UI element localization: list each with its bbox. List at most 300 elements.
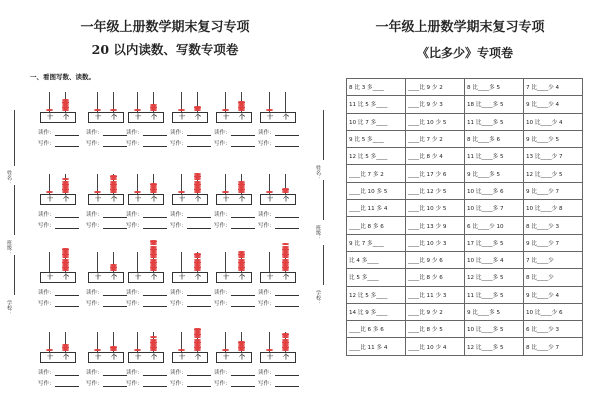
write-answer[interactable]: [38, 221, 79, 229]
tens-rod: [97, 252, 98, 272]
abacus-base: [88, 352, 124, 363]
tens-label: 十: [178, 196, 185, 203]
read-label: 读作：: [86, 290, 103, 296]
answer-blank[interactable]: [231, 212, 255, 218]
abacus-base: [216, 352, 252, 363]
read-answer[interactable]: [170, 128, 211, 136]
write-answer[interactable]: [170, 221, 211, 229]
write-answer[interactable]: [170, 379, 211, 387]
answer-blank[interactable]: [55, 223, 79, 229]
compare-question[interactable]: 11 比____多 5: [465, 286, 524, 303]
compare-question[interactable]: 10 比 7 多____: [347, 113, 406, 130]
answer-blank[interactable]: [231, 370, 255, 376]
write-label: 写作：: [126, 141, 143, 147]
ones-label: 个: [282, 354, 289, 361]
bead: [238, 101, 245, 103]
answer-blank[interactable]: [231, 223, 255, 229]
read-label: 读作：: [170, 370, 187, 376]
bead: [150, 259, 157, 261]
school-line: [323, 245, 324, 285]
write-label: 写作：: [86, 141, 103, 147]
answer-blank[interactable]: [143, 141, 167, 147]
compare-question[interactable]: ____比 10 少 5: [406, 113, 465, 130]
compare-question[interactable]: ____比 10 少 3: [406, 234, 465, 251]
answer-blank[interactable]: [103, 223, 127, 229]
compare-worksheet-table: [346, 78, 583, 356]
bead: [62, 266, 69, 268]
compare-question[interactable]: 比 5 多____: [347, 269, 406, 286]
write-label: 写作：: [214, 223, 231, 229]
answer-blank[interactable]: [187, 370, 211, 376]
name-line: [14, 110, 15, 166]
compare-question[interactable]: 9 比____少 7: [524, 182, 583, 199]
read-answer[interactable]: [170, 210, 211, 218]
compare-question[interactable]: 10 比____多 6: [465, 182, 524, 199]
bead: [194, 346, 201, 348]
answer-blank[interactable]: [143, 223, 167, 229]
answer-blank[interactable]: [55, 301, 79, 307]
compare-question[interactable]: ____比 13 少 9: [406, 217, 465, 234]
read-answer[interactable]: [38, 210, 79, 218]
compare-question[interactable]: ____比 9 少 2: [406, 79, 465, 96]
read-answer[interactable]: [170, 368, 211, 376]
ones-label: 个: [238, 196, 245, 203]
bead: [150, 266, 157, 268]
abacus: [214, 250, 252, 286]
read-answer[interactable]: [126, 210, 167, 218]
ones-label: 个: [194, 354, 201, 361]
write-label: 写作：: [86, 301, 103, 307]
table-row: [347, 338, 583, 355]
tens-rod: [137, 252, 138, 272]
read-answer[interactable]: [38, 128, 79, 136]
abacus: [38, 250, 76, 286]
compare-question[interactable]: 9 比 5 多____: [347, 130, 406, 147]
compare-question[interactable]: 10 比____少 8: [524, 200, 583, 217]
abacus-base: [216, 272, 252, 283]
bead: [194, 339, 201, 341]
write-answer[interactable]: [38, 379, 79, 387]
compare-question[interactable]: ____比 11 多 4: [347, 338, 406, 355]
abacus-base: [88, 194, 124, 205]
compare-question[interactable]: ____比 12 少 5: [406, 182, 465, 199]
write-answer[interactable]: [214, 299, 255, 307]
answer-blank[interactable]: [275, 290, 299, 296]
read-answer[interactable]: [258, 368, 299, 376]
write-answer[interactable]: [170, 139, 211, 147]
answer-blank[interactable]: [275, 212, 299, 218]
table-row: [347, 113, 583, 130]
write-answer[interactable]: [170, 299, 211, 307]
abacus-base: [216, 112, 252, 123]
name-line: [323, 110, 324, 160]
answer-blank[interactable]: [275, 370, 299, 376]
answer-blank[interactable]: [187, 290, 211, 296]
ones-label: 个: [194, 196, 201, 203]
abacus-base: [88, 112, 124, 123]
compare-question[interactable]: 18 比____多 5: [465, 96, 524, 113]
compare-question[interactable]: 9 比____少 4: [524, 96, 583, 113]
compare-question[interactable]: 8 比 3 多____: [347, 79, 406, 96]
abacus: [214, 330, 252, 366]
bead: [150, 183, 157, 185]
right-page-title: 一年级上册数学期末复习专项: [375, 20, 545, 35]
instruction: 一、看图写数、读数。: [30, 73, 95, 81]
compare-question[interactable]: 14 比 9 多____: [347, 303, 406, 320]
bead: [238, 346, 245, 348]
read-answer[interactable]: [126, 128, 167, 136]
abacus-base: [172, 352, 208, 363]
tens-label: 十: [134, 274, 141, 281]
left-side-info: [6, 0, 24, 420]
bead: [238, 253, 245, 255]
compare-question[interactable]: ____比 9 少 3: [406, 96, 465, 113]
compare-question[interactable]: 8 比____多 6: [465, 130, 524, 147]
write-answer[interactable]: [38, 139, 79, 147]
tens-label: 十: [94, 274, 101, 281]
answer-blank[interactable]: [231, 301, 255, 307]
compare-question[interactable]: 6 比____少 10: [465, 217, 524, 234]
compare-question[interactable]: 7 比____少: [524, 251, 583, 268]
answer-blank[interactable]: [103, 141, 127, 147]
compare-question[interactable]: 12 比____多 5: [465, 338, 524, 355]
bead: [282, 188, 289, 190]
bead: [194, 188, 201, 190]
bead: [62, 106, 69, 108]
tens-label: 十: [266, 354, 273, 361]
tens-label: 十: [134, 114, 141, 121]
compare-question[interactable]: 9 比____少 5: [524, 130, 583, 147]
abacus: [170, 172, 208, 208]
bead: [62, 99, 69, 101]
compare-question[interactable]: 11 比 5 多____: [347, 96, 406, 113]
compare-question[interactable]: ____比 6 多 6: [347, 321, 406, 338]
abacus: [258, 172, 296, 208]
write-answer[interactable]: [258, 221, 299, 229]
compare-question[interactable]: 9 比____少 7: [524, 234, 583, 251]
bead: [282, 339, 289, 341]
compare-question[interactable]: 10 比____少 6: [524, 303, 583, 320]
answer-blank[interactable]: [55, 130, 79, 136]
abacus: [170, 90, 208, 126]
answer-blank[interactable]: [143, 381, 167, 387]
read-answer[interactable]: [214, 368, 255, 376]
bead: [194, 259, 201, 261]
abacus: [86, 90, 124, 126]
write-answer[interactable]: [86, 379, 127, 387]
ones-label: 个: [110, 114, 117, 121]
bead: [62, 261, 69, 263]
write-answer[interactable]: [214, 221, 255, 229]
read-label: 读作：: [86, 130, 103, 136]
compare-question[interactable]: ____比 8 少 4: [406, 148, 465, 165]
read-answer[interactable]: [214, 128, 255, 136]
write-label: 写作：: [38, 381, 55, 387]
table-row: [347, 130, 583, 147]
read-answer[interactable]: [214, 210, 255, 218]
write-answer[interactable]: [258, 379, 299, 387]
bead: [62, 181, 69, 183]
compare-question[interactable]: 9 比____多 5: [465, 165, 524, 182]
name-label: 姓名：: [315, 165, 321, 180]
read-answer[interactable]: [258, 288, 299, 296]
tens-label: 十: [94, 196, 101, 203]
abacus-base: [128, 194, 164, 205]
bead: [62, 259, 69, 261]
answer-blank[interactable]: [143, 290, 167, 296]
bead: [110, 188, 117, 190]
read-answer[interactable]: [258, 210, 299, 218]
compare-question[interactable]: 比 4 多____: [347, 251, 406, 268]
compare-question[interactable]: ____比 11 少 3: [406, 286, 465, 303]
bead: [150, 341, 157, 343]
bead: [282, 333, 289, 335]
answer-blank[interactable]: [275, 223, 299, 229]
bead: [238, 259, 245, 261]
read-label: 读作：: [170, 130, 187, 136]
table-row: [347, 96, 583, 113]
abacus: [126, 250, 164, 286]
abacus: [258, 250, 296, 286]
bead: [238, 341, 245, 343]
abacus-base: [128, 112, 164, 123]
compare-question[interactable]: 11 比____多 5: [465, 113, 524, 130]
bead: [194, 333, 201, 335]
class-line: [14, 185, 15, 235]
answer-blank[interactable]: [187, 130, 211, 136]
answer-blank[interactable]: [55, 290, 79, 296]
write-answer[interactable]: [126, 379, 167, 387]
read-label: 读作：: [38, 290, 55, 296]
abacus-base: [260, 352, 296, 363]
read-answer[interactable]: [170, 288, 211, 296]
answer-blank[interactable]: [103, 212, 127, 218]
school-line: [14, 255, 15, 295]
table-row: [347, 321, 583, 338]
write-label: 写作：: [126, 381, 143, 387]
ones-label: 个: [194, 114, 201, 121]
read-answer[interactable]: [86, 128, 127, 136]
write-answer[interactable]: [38, 299, 79, 307]
answer-blank[interactable]: [187, 141, 211, 147]
answer-blank[interactable]: [55, 212, 79, 218]
abacus-base: [172, 112, 208, 123]
answer-blank[interactable]: [187, 212, 211, 218]
answer-blank[interactable]: [187, 223, 211, 229]
bead: [282, 253, 289, 255]
write-answer[interactable]: [258, 299, 299, 307]
read-answer[interactable]: [38, 368, 79, 376]
tens-label: 十: [222, 196, 229, 203]
compare-question[interactable]: 7 比____少 4: [524, 79, 583, 96]
answer-blank[interactable]: [103, 381, 127, 387]
answer-blank[interactable]: [275, 301, 299, 307]
bead: [110, 266, 117, 268]
table-row: [347, 165, 583, 182]
answer-blank[interactable]: [55, 141, 79, 147]
bead: [282, 261, 289, 263]
read-answer[interactable]: [258, 128, 299, 136]
compare-question[interactable]: ____比 8 少 6: [406, 269, 465, 286]
compare-question[interactable]: 9 比____少 4: [524, 286, 583, 303]
class-label: 班级：: [6, 240, 12, 255]
compare-question[interactable]: ____比 9 少 6: [406, 251, 465, 268]
bead: [150, 253, 157, 255]
compare-question[interactable]: ____比 10 少 5: [406, 200, 465, 217]
compare-question[interactable]: ____比 9 少 2: [406, 303, 465, 320]
tens-label: 十: [178, 354, 185, 361]
compare-question[interactable]: 11 比____多 5: [465, 148, 524, 165]
tens-label: 十: [178, 114, 185, 121]
abacus: [126, 330, 164, 366]
compare-question[interactable]: 12 比____多 5: [465, 269, 524, 286]
answer-blank[interactable]: [187, 301, 211, 307]
compare-question[interactable]: 12 比____少 5: [524, 165, 583, 182]
compare-question[interactable]: ____比 10 多 5: [347, 182, 406, 199]
tens-label: 十: [134, 354, 141, 361]
ones-rod: [285, 92, 286, 112]
write-answer[interactable]: [214, 379, 255, 387]
table-row: [347, 200, 583, 217]
write-answer[interactable]: [126, 299, 167, 307]
tens-label: 十: [94, 354, 101, 361]
tens-rod: [225, 252, 226, 272]
answer-blank[interactable]: [103, 290, 127, 296]
abacus: [38, 90, 76, 126]
read-answer[interactable]: [38, 288, 79, 296]
compare-question[interactable]: 10 比____多 5: [465, 321, 524, 338]
compare-question[interactable]: 9 比____多 5: [465, 303, 524, 320]
answer-blank[interactable]: [55, 370, 79, 376]
tens-label: 十: [134, 196, 141, 203]
ones-label: 个: [110, 274, 117, 281]
compare-question[interactable]: 10 比____多 4: [465, 251, 524, 268]
table-row: [347, 234, 583, 251]
compare-question[interactable]: 17 比____多 5: [465, 234, 524, 251]
bead: [150, 248, 157, 250]
read-answer[interactable]: [126, 288, 167, 296]
compare-question[interactable]: ____比 7 少 2: [406, 130, 465, 147]
write-label: 写作：: [258, 381, 275, 387]
bead: [238, 188, 245, 190]
write-answer[interactable]: [258, 139, 299, 147]
compare-question[interactable]: 8 比____少 3: [524, 217, 583, 234]
compare-question[interactable]: 12 比 5 多____: [347, 286, 406, 303]
compare-question[interactable]: 10 比____多 7: [465, 200, 524, 217]
compare-question[interactable]: ____比 10 少 4: [406, 338, 465, 355]
read-answer[interactable]: [86, 210, 127, 218]
write-answer[interactable]: [86, 221, 127, 229]
write-answer[interactable]: [86, 139, 127, 147]
tens-label: 十: [222, 274, 229, 281]
ones-label: 个: [62, 196, 69, 203]
answer-blank[interactable]: [231, 130, 255, 136]
answer-blank[interactable]: [275, 130, 299, 136]
answer-blank[interactable]: [103, 130, 127, 136]
read-answer[interactable]: [86, 368, 127, 376]
compare-question[interactable]: ____比 8 少 5: [406, 321, 465, 338]
bead: [238, 183, 245, 185]
answer-blank[interactable]: [231, 141, 255, 147]
compare-question[interactable]: 6 比____少 3: [524, 321, 583, 338]
read-label: 读作：: [258, 370, 275, 376]
table-row: [347, 217, 583, 234]
abacus: [214, 172, 252, 208]
compare-question[interactable]: ____比 17 少 6: [406, 165, 465, 182]
write-label: 写作：: [170, 381, 187, 387]
answer-blank[interactable]: [275, 381, 299, 387]
ones-label: 个: [62, 354, 69, 361]
compare-question[interactable]: 8 比____少 7: [524, 338, 583, 355]
compare-question[interactable]: 12 比 5 多____: [347, 148, 406, 165]
read-label: 读作：: [214, 290, 231, 296]
abacus-base: [260, 112, 296, 123]
compare-question[interactable]: ____比 7 多 2: [347, 165, 406, 182]
bead: [150, 346, 157, 348]
answer-blank[interactable]: [275, 141, 299, 147]
answer-blank[interactable]: [55, 381, 79, 387]
read-label: 读作：: [126, 130, 143, 136]
read-label: 读作：: [126, 212, 143, 218]
compare-question[interactable]: 8 比____多 5: [465, 79, 524, 96]
compare-question[interactable]: 8 比____少: [524, 269, 583, 286]
answer-blank[interactable]: [103, 370, 127, 376]
write-answer[interactable]: [214, 139, 255, 147]
class-line: [323, 180, 324, 220]
answer-blank[interactable]: [143, 301, 167, 307]
abacus: [86, 330, 124, 366]
abacus-base: [88, 272, 124, 283]
write-label: 写作：: [214, 141, 231, 147]
read-answer[interactable]: [126, 368, 167, 376]
abacus: [214, 90, 252, 126]
answer-blank[interactable]: [143, 130, 167, 136]
answer-blank[interactable]: [103, 301, 127, 307]
write-label: 写作：: [170, 223, 187, 229]
bead: [110, 181, 117, 183]
write-label: 写作：: [38, 301, 55, 307]
answer-blank[interactable]: [231, 381, 255, 387]
compare-question[interactable]: ____比 8 多 6: [347, 217, 406, 234]
write-answer[interactable]: [126, 221, 167, 229]
write-label: 写作：: [258, 141, 275, 147]
answer-blank[interactable]: [143, 370, 167, 376]
read-answer[interactable]: [86, 288, 127, 296]
compare-question[interactable]: 10 比____少 4: [524, 113, 583, 130]
compare-question[interactable]: 9 比 7 多____: [347, 234, 406, 251]
compare-question[interactable]: 13 比____少 7: [524, 148, 583, 165]
answer-blank[interactable]: [187, 381, 211, 387]
bead: [194, 183, 201, 185]
write-answer[interactable]: [126, 139, 167, 147]
write-label: 写作：: [86, 223, 103, 229]
bead: [62, 101, 69, 103]
read-answer[interactable]: [214, 288, 255, 296]
left-page-title: 一年级上册数学期末复习专项: [80, 20, 250, 35]
answer-blank[interactable]: [143, 212, 167, 218]
tens-rod: [269, 252, 270, 272]
ones-label: 个: [150, 114, 157, 121]
write-answer[interactable]: [86, 299, 127, 307]
compare-question[interactable]: ____比 11 多 4: [347, 200, 406, 217]
answer-blank[interactable]: [231, 290, 255, 296]
bead: [62, 346, 69, 348]
ones-label: 个: [282, 274, 289, 281]
bead: [194, 328, 201, 330]
abacus-base: [260, 194, 296, 205]
abacus: [170, 250, 208, 286]
tens-label: 十: [266, 274, 273, 281]
